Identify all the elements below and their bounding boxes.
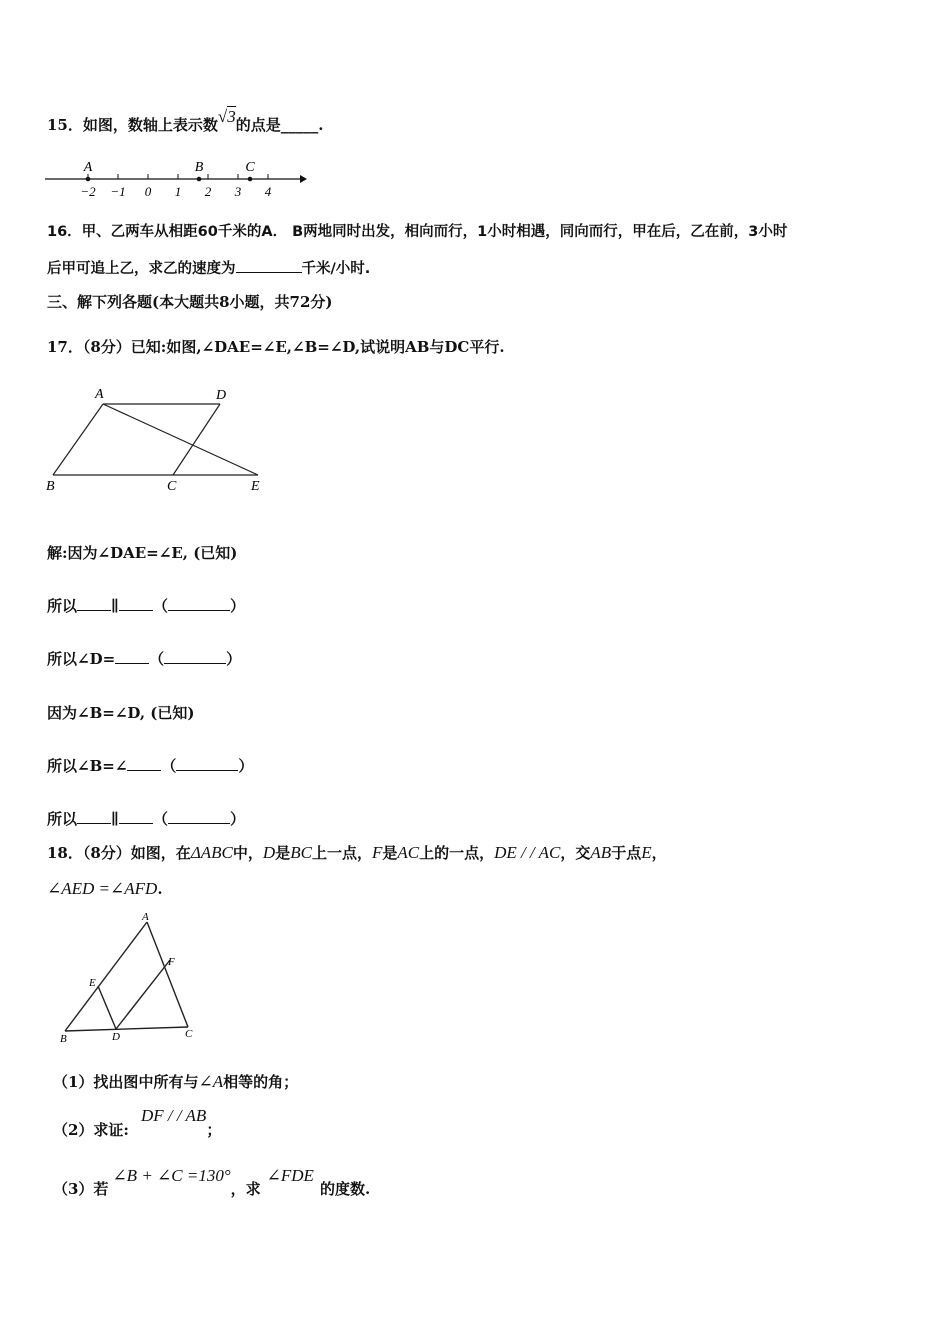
q17-step5: 所以∠B=∠ （ ） — [47, 757, 254, 775]
q17-label-e: E — [251, 479, 260, 494]
q17-step5-reason-blank[interactable] — [176, 756, 238, 771]
q17-label-a: A — [95, 387, 104, 402]
q18-stem-line2: ∠AED =∠AFD. — [47, 879, 163, 898]
q18-figure — [55, 910, 225, 1045]
q18-label-e: E — [89, 977, 96, 989]
q17-step2: 所以 ∥ （ ） — [47, 597, 245, 615]
q17-step2-blank2[interactable] — [119, 596, 153, 611]
q17-step1: 解:因为∠DAE=∠E, (已知) — [47, 544, 238, 562]
q17-step2-blank1[interactable] — [77, 596, 111, 611]
number-line-point-label-b: B — [194, 160, 204, 175]
q18-label-d: D — [112, 1031, 120, 1043]
q15-text-post: 的点是_____. — [235, 116, 324, 134]
q16-line2: 后甲可追上乙，求乙的速度为 千米/小时. — [47, 258, 370, 279]
q18-label-f: F — [168, 956, 175, 968]
number-line — [45, 155, 315, 200]
q18-label-c: C — [185, 1028, 193, 1040]
number-line-tick-label: 2 — [204, 184, 212, 199]
q17-label-c: C — [167, 479, 177, 494]
number-line-tick-label: −1 — [110, 184, 126, 199]
number-line-arrow — [300, 175, 307, 183]
number-line-tick-label: 0 — [144, 184, 152, 199]
q17-step6-reason-blank[interactable] — [168, 809, 230, 824]
q17-step2-reason-blank[interactable] — [168, 596, 230, 611]
q15-stem — [47, 107, 324, 135]
q18-part1: （1）找出图中所有与∠A相等的角； — [53, 1072, 299, 1091]
number-line-point-a — [86, 177, 91, 182]
sqrt3: √3 — [217, 107, 236, 126]
q17-step5-blank[interactable] — [127, 756, 161, 771]
q17-step4: 因为∠B=∠D, (已知) — [47, 704, 195, 722]
q18-stem-line1: 18．（8分）如图，在ΔABC中，D是BC上一点，F是AC上的一点，DE / / AC，交AB于点E， — [47, 843, 667, 862]
number-line-point-b — [197, 177, 202, 182]
q17-step6: 所以 ∥ （ ） — [47, 810, 245, 828]
number-line-point-label-c: C — [245, 160, 255, 175]
number-line-tick-label: 3 — [234, 184, 242, 199]
q17-step3-reason-blank[interactable] — [164, 649, 226, 664]
q17-stem: 17．（8分）已知:如图,∠DAE=∠E,∠B=∠D,试说明AB与DC平行. — [47, 338, 505, 356]
q17-label-b: B — [46, 479, 55, 494]
q16-line1: 16．甲、乙两车从相距60千米的A． B两地同时出发，相向而行，1小时相遇，同向而行，甲在后，乙在前，3小时 — [47, 224, 788, 240]
number-line-tick-label: −2 — [80, 184, 96, 199]
q17-step6-blank1[interactable] — [77, 809, 111, 824]
q18-part3: （3）若∠B + ∠C =130°，求∠FDE的度数. — [53, 1166, 371, 1198]
q18-part2: （2）求证:DF / / AB； — [53, 1106, 222, 1139]
q17-step6-blank2[interactable] — [119, 809, 153, 824]
number-line-point-label-a: A — [83, 160, 93, 175]
q17-label-d: D — [216, 388, 227, 403]
number-line-tick-label: 4 — [264, 184, 272, 199]
q15-text-pre: 15．如图，数轴上表示数 — [47, 116, 218, 134]
q18-label-a: A — [142, 911, 149, 923]
q18-label-b: B — [60, 1033, 67, 1045]
q17-step3-blank[interactable] — [115, 649, 149, 664]
number-line-tick-label: 1 — [174, 184, 182, 199]
q17-figure — [40, 383, 270, 493]
q16-blank[interactable] — [236, 258, 302, 273]
number-line-point-c — [248, 177, 253, 182]
q17-step3: 所以∠D= （ ） — [47, 650, 242, 668]
section-3-title: 三、解下列各题(本大题共8小题，共72分) — [47, 293, 333, 311]
